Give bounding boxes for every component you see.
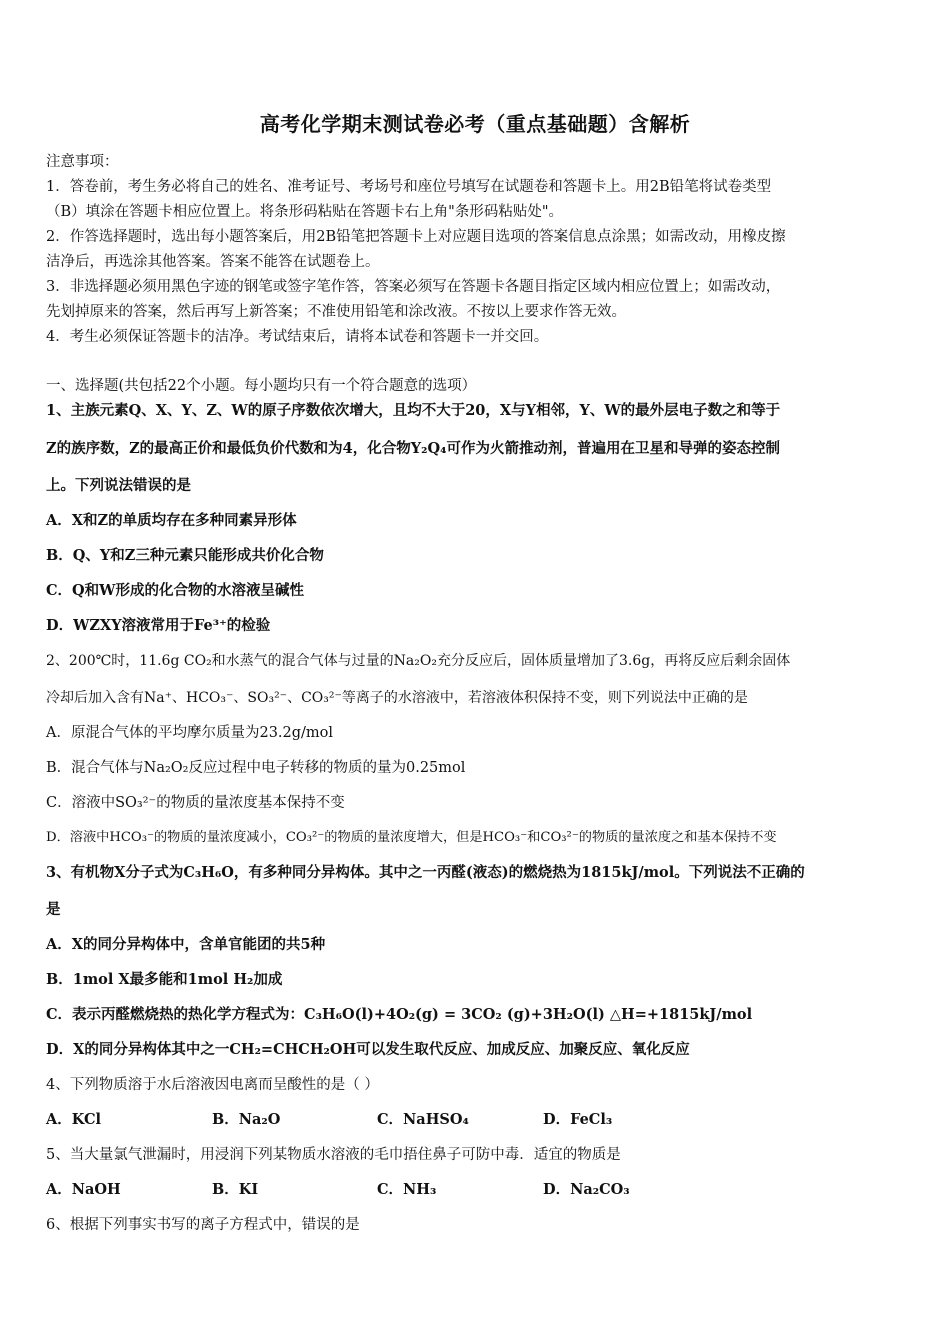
notice-line: 洁净后，再选涂其他答案。答案不能答在试题卷上。 [46,254,380,270]
notice-line: 4．考生必须保证答题卡的洁净。考试结束后，请将本试卷和答题卡一并交回。 [46,329,549,345]
page-title: 高考化学期末测试卷必考（重点基础题）含解析 [259,112,691,136]
question-5-option-b: B．KI [212,1181,259,1198]
question-2-option-c: C．溶液中SO₃²⁻的物质的量浓度基本保持不变 [46,795,345,811]
section-heading: 一、选择题(共包括22个小题。每小题均只有一个符合题意的选项） [46,378,477,394]
question-2-option-b: B．混合气体与Na₂O₂反应过程中电子转移的物质的量为0.25mol [46,760,466,776]
question-3-option-b: B．1mol X最多能和1mol H₂加成 [46,971,283,988]
question-5-option-c: C．NH₃ [377,1181,437,1198]
question-1-option-d: D．WZXY溶液常用于Fe³⁺的检验 [46,617,271,634]
question-2-option-d: D．溶液中HCO₃⁻的物质的量浓度减小，CO₃²⁻的物质的量浓度增大，但是HCO₃⁻和CO₃²⁻的物质的量浓度之和基本保持不变 [46,830,777,845]
question-4-stem: 4、下列物质溶于水后溶液因电离而呈酸性的是（ ） [46,1077,379,1093]
question-1-option-c: C．Q和W形成的化合物的水溶液呈碱性 [46,582,304,599]
question-3-stem: 是 [46,901,61,918]
question-1-stem: 1、主族元素Q、X、Y、Z、W的原子序数依次增大，且均不大于20，X与Y相邻，Y、W的最外层电子数之和等于 [46,402,781,419]
question-1-option-a: A．X和Z的单质均存在多种同素异形体 [46,512,297,529]
question-4-option-b: B．Na₂O [212,1111,281,1128]
notice-line: 1．答卷前，考生务必将自己的姓名、准考证号、考场号和座位号填写在试题卷和答题卡上。用2B铅笔将试卷类型 [46,179,772,195]
question-5-stem: 5、当大量氯气泄漏时，用浸润下列某物质水溶液的毛巾捂住鼻子可防中毒．适宜的物质是 [46,1147,621,1163]
question-3-option-d: D．X的同分异构体其中之一CH₂=CHCH₂OH可以发生取代反应、加成反应、加聚反应、氧化反应 [46,1041,690,1058]
question-1-stem: Z的族序数，Z的最高正价和最低负价代数和为4，化合物Y₂Q₄可作为火箭推动剂，普遍用在卫星和导弹的姿态控制 [46,440,780,457]
question-3-option-a: A．X的同分异构体中，含单官能团的共5种 [46,936,326,953]
question-2-option-a: A．原混合气体的平均摩尔质量为23.2g/mol [46,725,334,741]
question-5-options [46,1180,916,1200]
question-4-option-a: A．KCl [46,1111,102,1128]
question-4-option-d: D．FeCl₃ [543,1111,613,1128]
question-4-options [46,1110,916,1130]
question-2-stem: 2、200℃时，11.6g CO₂和水蒸气的混合气体与过量的Na₂O₂充分反应后，固体质量增加了3.6g，再将反应后剩余固体 [46,653,791,669]
question-4-option-c: C．NaHSO₄ [377,1111,469,1128]
notice-line: 3．非选择题必须用黑色字迹的钢笔或签字笔作答，答案必须写在答题卡各题目指定区域内相应位置上；如需改动， [46,279,781,295]
question-5-option-a: A．NaOH [46,1181,121,1198]
notice-line: 先划掉原来的答案，然后再写上新答案；不准使用铅笔和涂改液。不按以上要求作答无效。 [46,304,626,320]
question-2-stem: 冷却后加入含有Na⁺、HCO₃⁻、SO₃²⁻、CO₃²⁻等离子的水溶液中，若溶液体积保持不变，则下列说法中正确的是 [46,690,748,706]
question-1-stem: 上。下列说法错误的是 [46,477,191,494]
question-3-stem: 3、有机物X分子式为C₃H₆O，有多种同分异构体。其中之一丙醛(液态)的燃烧热为1815kJ/mol。下列说法不正确的 [46,864,805,881]
question-5-option-d: D．Na₂CO₃ [543,1181,630,1198]
question-1-option-b: B．Q、Y和Z三种元素只能形成共价化合物 [46,547,324,564]
question-3-option-c: C．表示丙醛燃烧热的热化学方程式为：C₃H₆O(l)+4O₂(g) = 3CO₂ (g)+3H₂O(l) △H=+1815kJ/mol [46,1006,753,1023]
question-6-stem: 6、根据下列事实书写的离子方程式中，错误的是 [46,1217,360,1233]
notice-line: 2．作答选择题时，选出每小题答案后，用2B铅笔把答题卡上对应题目选项的答案信息点涂黑；如需改动，用橡皮擦 [46,229,786,245]
notice-heading: 注意事项： [46,154,119,170]
notice-line: （B）填涂在答题卡相应位置上。将条形码粘贴在答题卡右上角"条形码粘贴处"。 [46,204,563,220]
